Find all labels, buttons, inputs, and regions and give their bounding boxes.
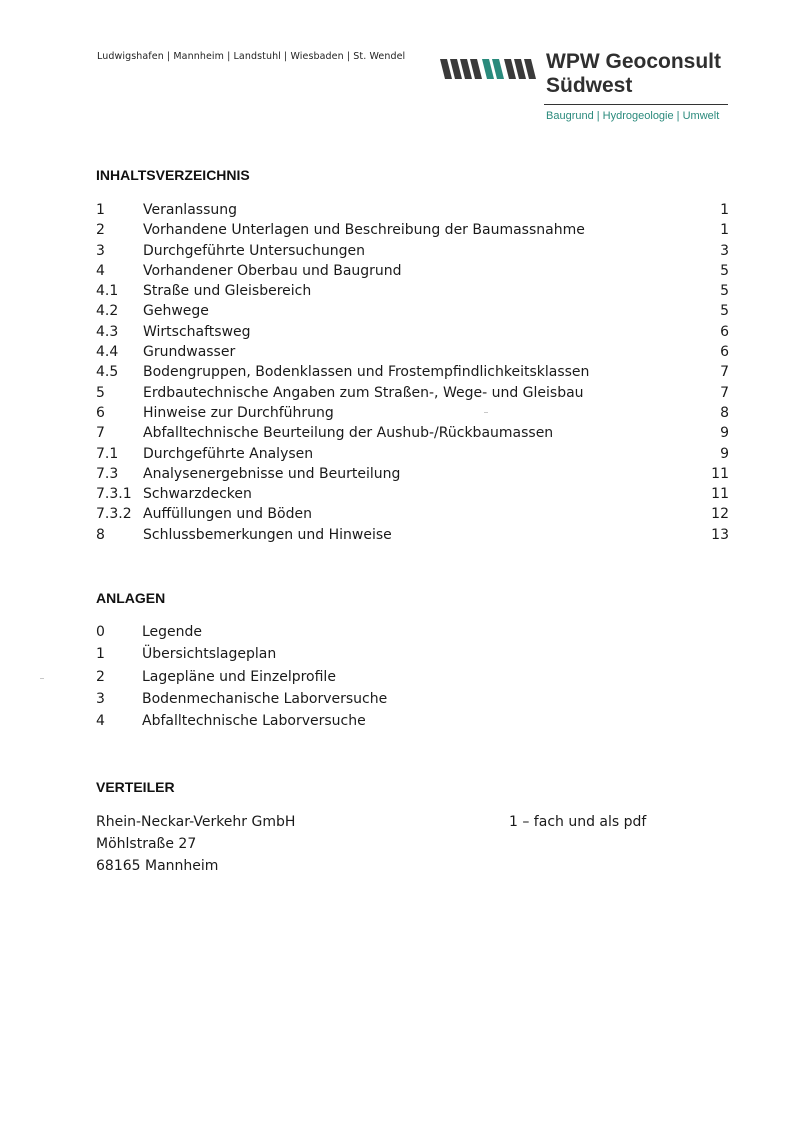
toc-entry-page: 11 <box>711 465 729 482</box>
toc-entry-number: 2 <box>96 222 105 239</box>
toc-entry-number: 7.3 <box>96 465 119 482</box>
toc-entry-page: 12 <box>711 506 729 523</box>
toc-row <box>96 241 732 261</box>
logo-divider <box>544 104 728 105</box>
toc-row <box>96 423 732 443</box>
toc-entry-title: Grundwasser <box>143 344 236 361</box>
attachment-row <box>96 621 496 643</box>
toc-entry-page: 6 <box>720 323 729 340</box>
toc-entry-page: 1 <box>720 202 729 218</box>
toc-row <box>96 322 732 342</box>
toc-entry-title: Veranlassung <box>143 202 238 218</box>
toc-entry-title: Straße und Gleisbereich <box>143 283 312 300</box>
toc-row <box>96 281 732 301</box>
toc-row <box>96 444 732 464</box>
toc-entry-number: 5 <box>96 384 105 401</box>
toc-entry-page: 9 <box>720 445 729 462</box>
toc-entry-title: Auffüllungen und Böden <box>143 506 312 523</box>
toc-entry-title: Erdbautechnische Angaben zum Straßen-, Wege- und Gleisbau <box>143 384 584 401</box>
company-logo <box>438 50 733 130</box>
toc-entry-page: 11 <box>711 486 729 503</box>
attachment-number: 4 <box>96 713 105 730</box>
toc-entry-page: 8 <box>720 404 729 421</box>
toc-entry-number: 6 <box>96 404 105 421</box>
recipient-name: Rhein-Neckar-Verkehr GmbH <box>96 814 296 830</box>
scan-speck <box>40 678 44 679</box>
attachment-title: Abfalltechnische Laborversuche <box>142 713 366 730</box>
attachments-heading: ANLAGEN <box>96 590 166 606</box>
toc-row <box>96 362 732 382</box>
toc-entry-title: Schlussbemerkungen und Hinweise <box>143 526 392 543</box>
toc-entry-page: 7 <box>720 364 729 381</box>
company-tagline: Baugrund | Hydrogeologie | Umwelt <box>546 110 720 122</box>
attachment-title: Bodenmechanische Laborversuche <box>142 690 388 707</box>
toc-entry-number: 4.4 <box>96 344 119 361</box>
attachment-row <box>96 666 496 688</box>
toc-entry-page: 3 <box>720 242 729 259</box>
table-of-contents <box>96 200 732 545</box>
toc-entry-number: 4 <box>96 262 105 279</box>
attachment-number: 2 <box>96 668 105 685</box>
toc-entry-title: Durchgeführte Analysen <box>143 445 314 462</box>
toc-row <box>96 301 732 321</box>
toc-entry-page: 7 <box>720 384 729 401</box>
company-name <box>546 50 721 98</box>
attachment-title: Legende <box>142 624 203 640</box>
company-name-line1: WPW Geoconsult <box>546 50 721 73</box>
toc-entry-title: Durchgeführte Untersuchungen <box>143 242 365 259</box>
toc-row <box>96 220 732 240</box>
toc-entry-number: 7 <box>96 425 105 442</box>
toc-entry-page: 1 <box>720 222 729 239</box>
toc-entry-title: Gehwege <box>143 303 209 320</box>
scan-speck <box>484 412 488 413</box>
attachments-list <box>96 621 496 732</box>
toc-row <box>96 261 732 281</box>
toc-entry-page: 5 <box>720 283 729 300</box>
toc-entry-number: 1 <box>96 202 105 218</box>
toc-entry-title: Wirtschaftsweg <box>143 323 251 340</box>
toc-entry-title: Vorhandener Oberbau und Baugrund <box>143 262 402 279</box>
toc-row <box>96 525 732 545</box>
toc-entry-number: 7.3.1 <box>96 486 132 503</box>
toc-entry-number: 7.1 <box>96 445 119 462</box>
toc-entry-title: Analysenergebnisse und Beurteilung <box>143 465 401 482</box>
toc-entry-number: 8 <box>96 526 105 543</box>
toc-entry-title: Hinweise zur Durchführung <box>143 404 334 421</box>
attachment-number: 3 <box>96 690 105 707</box>
toc-row <box>96 403 732 423</box>
recipient-street: Möhlstraße 27 <box>96 836 197 852</box>
toc-entry-number: 4.3 <box>96 323 119 340</box>
toc-row <box>96 484 732 504</box>
toc-entry-number: 4.2 <box>96 303 119 320</box>
toc-row <box>96 464 732 484</box>
toc-heading: INHALTSVERZEICHNIS <box>96 167 250 183</box>
attachment-title: Übersichtslageplan <box>142 646 277 663</box>
toc-entry-page: 9 <box>720 425 729 442</box>
attachment-row <box>96 710 496 732</box>
attachment-title: Lagepläne und Einzelprofile <box>142 668 336 685</box>
toc-entry-number: 4.1 <box>96 283 119 300</box>
toc-entry-page: 5 <box>720 303 729 320</box>
toc-entry-page: 6 <box>720 344 729 361</box>
distribution-block <box>96 811 696 877</box>
office-locations: Ludwigshafen | Mannheim | Landstuhl | Wiesbaden | St. Wendel <box>97 51 406 62</box>
toc-row <box>96 342 732 362</box>
wpw-logo-mark-icon <box>438 55 538 83</box>
toc-entry-page: 13 <box>711 526 729 543</box>
copies-note: 1 – fach und als pdf <box>509 814 647 830</box>
attachment-number: 1 <box>96 646 105 663</box>
toc-entry-title: Abfalltechnische Beurteilung der Aushub-/Rückbaumassen <box>143 425 554 442</box>
toc-entry-number: 3 <box>96 242 105 259</box>
recipient-city: 68165 Mannheim <box>96 858 219 874</box>
toc-entry-number: 7.3.2 <box>96 506 132 523</box>
attachment-number: 0 <box>96 624 105 640</box>
toc-entry-page: 5 <box>720 262 729 279</box>
distribution-heading: VERTEILER <box>96 779 175 795</box>
attachment-row <box>96 643 496 665</box>
toc-row <box>96 504 732 524</box>
toc-entry-title: Bodengruppen, Bodenklassen und Frostempfindlichkeitsklassen <box>143 364 590 381</box>
toc-row <box>96 383 732 403</box>
company-name-line2: Südwest <box>546 74 633 97</box>
toc-entry-title: Schwarzdecken <box>143 486 252 503</box>
toc-entry-title: Vorhandene Unterlagen und Beschreibung der Baumassnahme <box>143 222 585 239</box>
toc-entry-number: 4.5 <box>96 364 119 381</box>
toc-row <box>96 200 732 220</box>
attachment-row <box>96 688 496 710</box>
